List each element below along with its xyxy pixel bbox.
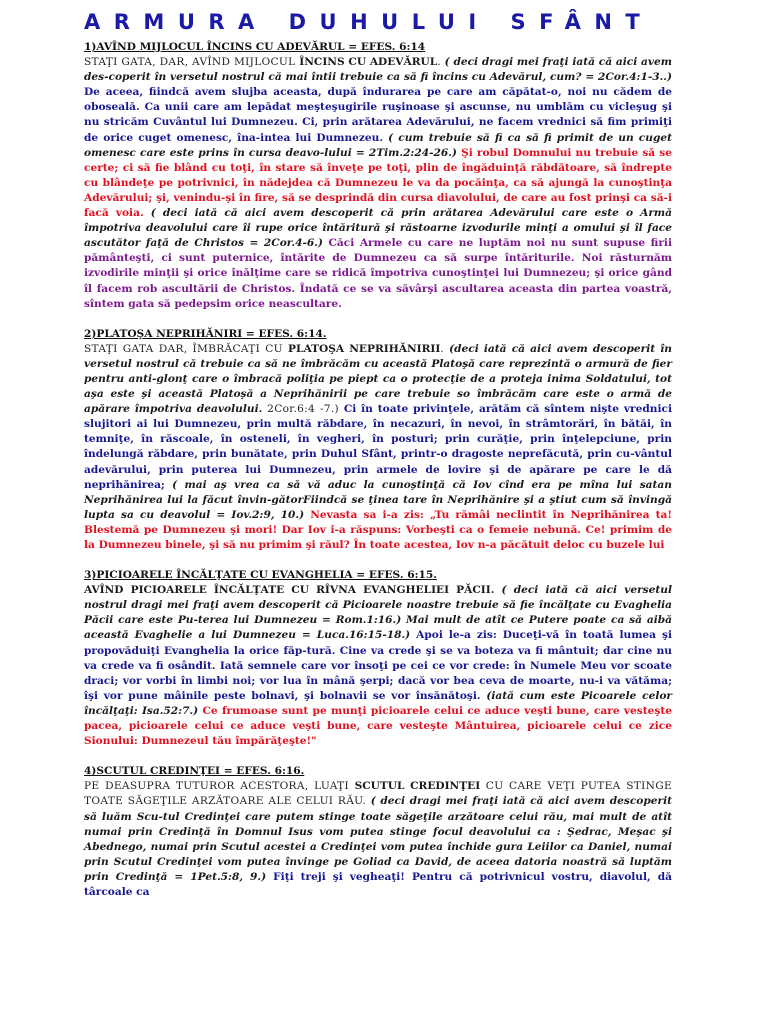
text-run: ÎNCINS CU ADEVĂRUL xyxy=(299,56,438,69)
section-3 xyxy=(84,568,672,749)
text-run: ( deci iată că aici versetul nostrul dragi mei fraţi avem descoperit că Picioarele noastre trebuie să fie încălţate cu Evaghelia Păcii care este Pu-terea lui Dumnezeu = Rom.1:16.) Mai mult de atît ce Putere poate ca să aibă această Evaghelie a lui Dumnezeu = Luca.16:15-18.) xyxy=(84,584,672,642)
text-run: STAŢI GATA DAR, ÎMBRĂCAŢI CU xyxy=(84,342,289,355)
section-1 xyxy=(84,40,672,312)
text-run: Ci în toate privinţele, arătăm că sîntem nişte vrednici slujitori ai lui Dumnezeu, prin multă răbdare, în necazuri, în nevoi, în strâmtorări, în bătăi, în temniţe, în răscoale, în osteneli, în vegheri, în posturi; prin curăţie, prin înţelepciune, prin îndelungă răbdare, prin bunătate, prin Duhul Sfânt, printr-o dragoste neprefăcută, prin cu-vântul adevărului, prin puterea lui Dumnezeu, prin armele de lovire şi de apărare pe care le dă neprihănirea; xyxy=(84,403,672,491)
text-run: CU CARE VEŢI PUTEA STINGE TOATE SĂGEŢILE ARZĂTOARE ALE CELUI RĂU. xyxy=(84,780,672,808)
document-page xyxy=(84,10,672,915)
text-run: 2Cor.6:4 -7.) xyxy=(267,403,344,416)
section-2 xyxy=(84,327,672,553)
section-4 xyxy=(84,764,672,900)
text-run: ( cum trebuie să fi ca să fi primit de un cuget omenesc care este prins în cursa deavo-lului = 2Tim.2:24-26.) xyxy=(84,131,672,159)
text-run: SCUTUL CREDINŢEI xyxy=(354,780,481,793)
page-title: ARMURA DUHULUI SFÂNT xyxy=(84,10,654,34)
text-run: ( deci dragi mei fraţi iată că aici avem descoperit să luăm Scu-tul Credinţei care putem stinge toate săgeţile arzătoare celui rău, mai mult de atît numai prin Credinţă în Domnul Isus vom putea stinge focul deavolului ca : Şedrac, Meşac şi Abednego, numai prin Scutul acestei a Credinţei vom putea închide gura Leiilor ca Daniel, numai prin Scutul Credinţei vom putea învinge pe Goliad ca David, de aceea datoria noastră să luptăm prin Credinţă = 1Pet.5:8, 9.) xyxy=(84,795,672,883)
text-run: PE DEASUPRA TUTUROR ACESTORA, LUAŢI xyxy=(84,780,355,793)
text-run: PLATOŞA NEPRIHĂNIRII xyxy=(288,342,441,355)
text-run: De aceea, fiindcă avem slujba aceasta, după îndurarea pe care am căpătat-o, noi nu cădem de oboseală. Ca unii care am lepădat meşteşugirile ruşinoase şi ascunse, nu umblăm cu vicleşug şi nu stricăm Cuvântul lui Dumnezeu. Ci, prin arătarea Adevărului, ne facem vrednici să fim primiţi de orice cuget omenesc, îna-intea lui Dumnezeu. xyxy=(84,86,672,144)
text-run: ( mai aş vrea ca să vă aduc la cunoştinţă că Iov cînd era pe mîna lui satan Neprihănirea lui la făcut învin-gătorFiindcă se ţinea tare în Neprihănire şi a ştiut cum să învingă lupta sa cu deavolul = Iov.2:9, 10.) xyxy=(84,478,672,521)
text-run: Căci Armele cu care ne luptăm noi nu sunt supuse firii pământeşti, ci sunt puternice, întărite de Dumnezeu ca să surpe întăriturile. Noi răsturnăm izvodirile minţii şi orice înălţime care se ridică împotriva cunoştinţei lui Dumnezeu; şi orice gând îl facem rob ascultării de Christos. Îndată ce se va săvârşi ascultarea aceasta din partea voastră, sîntem gata să pedepsim orice neascultare. xyxy=(84,237,672,310)
text-run: Fiţi treji şi vegheaţi! Pentru că potrivnicul vostru, diavolul, dă târcoale ca xyxy=(84,870,673,898)
section-heading: 2)PLATOŞA NEPRIHĂNIRI = EFES. 6:14. xyxy=(84,327,327,340)
text-run: AVÎND PICIOARELE ÎNCĂLŢATE CU RÎVNA EVANGHELIEI PĂCII. xyxy=(84,584,502,597)
text-run: Nevasta sa i-a zis: „Tu rămâi neclintit în Neprihănirea ta! Blestemă pe Dumnezeu şi mori! Dar Iov i-a răspuns: Vorbeşti ca o femeie nebună. Ce! primim de la Dumnezeu binele, şi să nu primim şi răul? În toate acestea, Iov n-a păcătuit deloc cu buzele lui xyxy=(84,508,672,551)
text-run: STAŢI GATA, DAR, AVÎND MIJLOCUL xyxy=(84,56,300,69)
text-run: . xyxy=(437,56,445,69)
text-run: ( deci dragi mei fraţi iată că aici avem des-coperit în versetul nostrul că mai întii trebuie ca să fi încins cu Adevărul, cum? = 2Cor.4:1-3..) xyxy=(84,56,672,84)
text-run: Apoi le-a zis: Duceţi-vă în toată lumea şi propovăduiţi Evanghelia la orice făp-tură. Cine va crede şi se va boteza va fi mântuit; dar cine nu va crede va fi osândit. Iată semnele care vor însoţi pe cei ce vor crede: în Numele Meu vor scoate draci; vor vorbi în limbi noi; vor lua în mână şerpi; dacă vor bea ceva de moarte, nu-i va vătăma; îşi vor pune mâinile peste bolnavi, şi bolnavii se vor însănătoşi. xyxy=(84,629,672,702)
text-run: Ce frumoase sunt pe munţi picioarele celui ce aduce veşti bune, care vesteşte pacea, picioarele celui ce aduce veşti bune, care vesteşte Mântuirea, picioarele celui ce zice Sionului: Dumnezeul tău împărăţeşte!" xyxy=(84,704,672,748)
text-run: Şi robul Domnului nu trebuie să se certe; ci să fie blând cu toţi, în stare să înveţe pe toţi, plin de îngăduinţă răbdătoare, să îndrepte cu blândeţe pe potrivnici, în nădejdea că Dumnezeu le va da pocăinţa, ca să ajungă la cunoştinţa Adevărului; şi, venindu-şi în fire, să se desprindă din cursa diavolului, de care au fost prinşi ca să-i facă voia. xyxy=(84,146,672,220)
document-body xyxy=(84,40,672,900)
section-heading: 4)SCUTUL CREDINŢEI = EFES. 6:16. xyxy=(84,765,305,778)
section-heading: 3)PICIOARELE ÎNCĂLŢATE CU EVANGHELIA = EFES. 6:15. xyxy=(84,569,437,582)
section-heading: 1)AVÎND MIJLOCUL ÎNCINS CU ADEVĂRUL = EFES. 6:14 xyxy=(84,41,426,53)
text-run: . xyxy=(440,342,450,355)
text-run: ( deci iată că aici avem descoperit că prin arătarea Adevărului care este o Armă împotriva deavolului care îi rupe orice întăritură şi răstoarne izvodurile minţi a omului şi îl face ascutător faţă de Christos = 2Cor.4-6.) xyxy=(84,207,672,250)
text-run: (deci iată că aici avem descoperit în versetul nostrul că trebuie ca să ne îmbrăcăm cu această Platoşă care reprezintă o armură de fier pentru anti-glonţ care o îmbracă poliţia pe piept ca o protecţie de a proteja inima Soldatului, tot aşa este şi această Platoşă a Neprihănirii pe care trebuie so îmbrăcăm care este o armă de apărare împotriva deavolului. xyxy=(84,342,672,416)
text-run: (iată cum este Picoarele celor încălţaţi: Isa.52:7.) xyxy=(84,689,672,717)
